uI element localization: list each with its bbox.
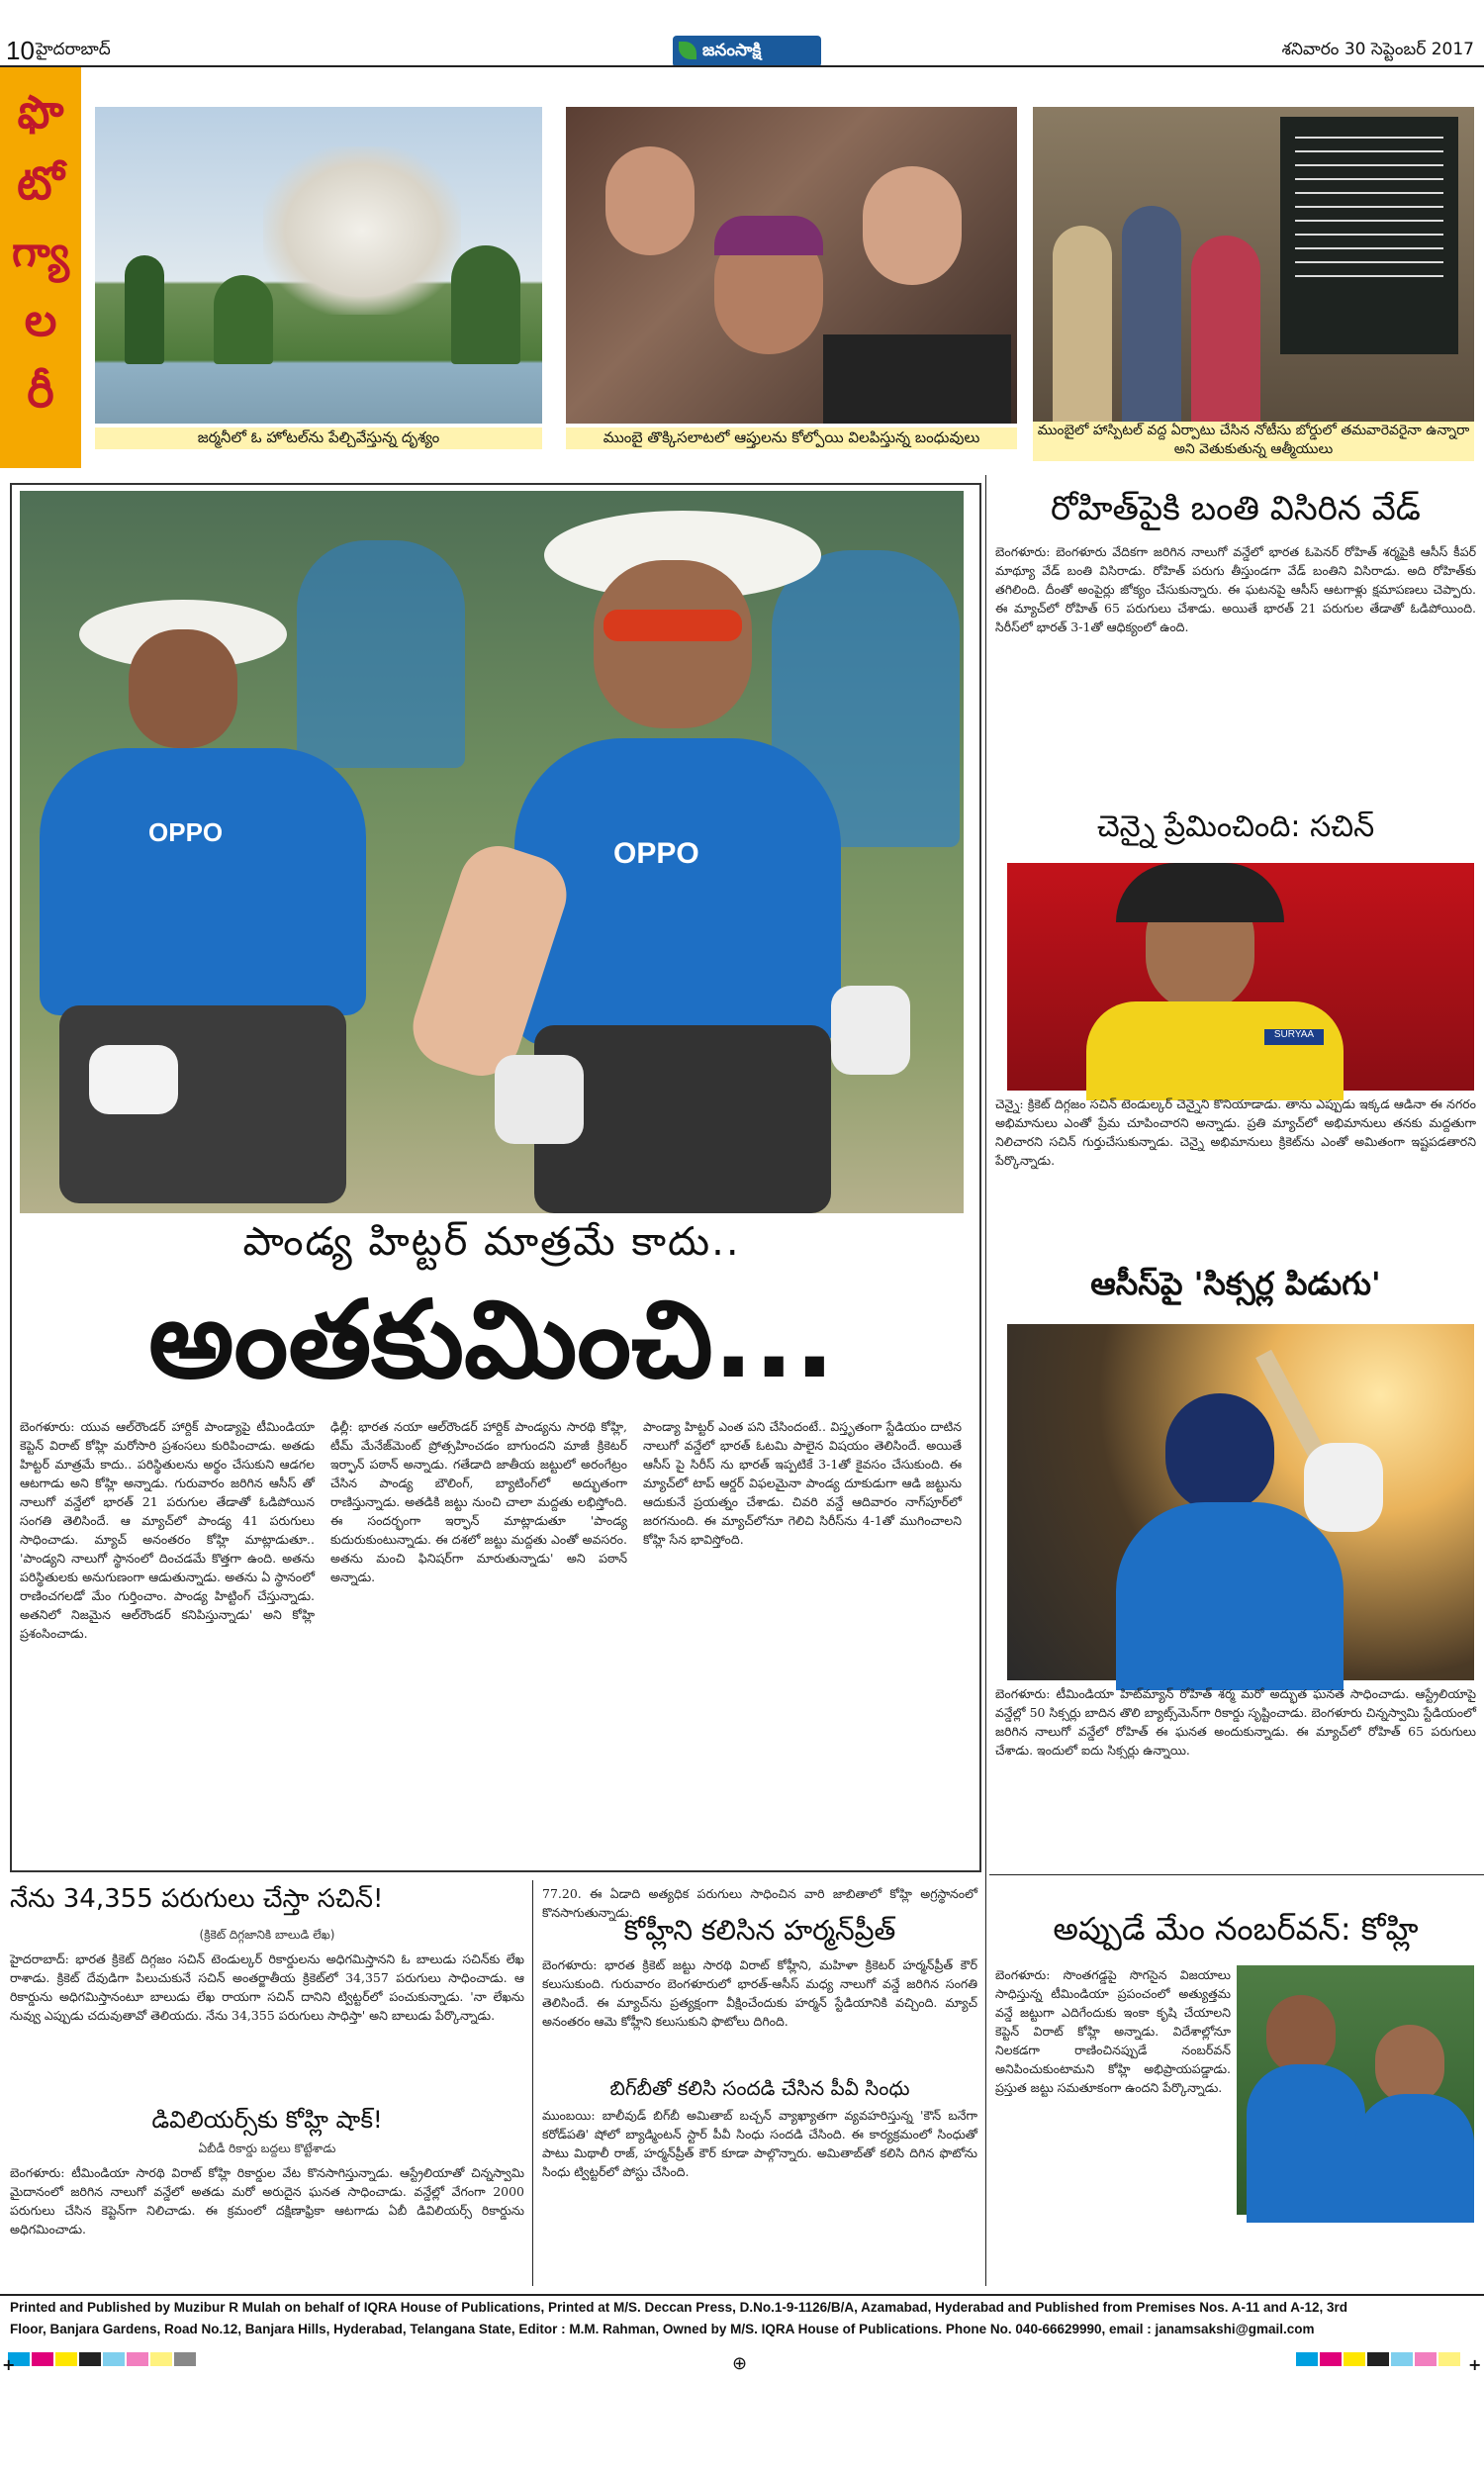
masthead-city: హైదరాబాద్ xyxy=(36,40,111,59)
sindhu-headline: బిగ్‌బీతో కలిసి సందడి చేసిన పీవీ సింధు xyxy=(609,2076,910,2100)
sindhu-body: ముంబయి: బాలీవుడ్ బిగ్‌బీ అమితాబ్ బచ్చన్ వ్యాఖ్యాతగా వ్యవహరిస్తున్న 'కౌన్ బనేగా కరోడ్‌పతి' షోలో బ్యాడ్మింటన్ స్టార్ పీవీ సింధు సందడి చేసింది. ఈ కార్యక్రమంలో సింధుతో పాటు మిథాలీ రాజ్, హర్మన్‌ప్రీత్ కౌర్ కూడా పాల్గొన్నారు. అమితాబ్‌తో కలిసి దిగిన ఫొటోను సింధు ట్విట్టర్‌లో పోస్టు చేసింది. xyxy=(542,2108,977,2179)
registration-mark-center-icon: ⊕ xyxy=(732,2353,748,2374)
gallery-caption-3: ముంబైలో హాస్పిటల్ వద్ద ఏర్పాటు చేసిన నోటీసు బోర్డులో తమవారెవరైనా ఉన్నారా అని వెతుకుతున్న ఆత్మీయులు xyxy=(1033,422,1474,461)
devilliers-body: బెంగళూరు: టీమిండియా సారథి విరాట్ కోహ్లి రికార్డుల వేట కొనసాగిస్తున్నాడు. ఆస్ట్రేలియాతో చిన్నస్వామి మైదానంలో జరిగిన నాలుగో వన్డేలో అతడు మరో అరుదైన ఘనత సాధించాడు. వన్డేల్లో వేగంగా 2000 పరుగులు చేసిన కెప్టెన్‌గా నిలిచాడు. ఈ క్రమంలో దక్షిణాఫ్రికా ఆటగాడు ఏబీ డివిలియర్స్ రికార్డును అధిగమించాడు. xyxy=(10,2165,524,2237)
gallery-label-3: గ్యా xyxy=(12,228,69,276)
sachin-letter-body: హైదరాబాద్: భారత క్రికెట్ దిగ్గజం సచిన్ టెండుల్కర్ రికార్డులను అధిగమిస్తానని ఓ బాలుడు సచిన్‌కు లేఖ రాశాడు. క్రికెట్ దేవుడిగా పిలుచుకునే సచిన్ అంతర్జాతీయ క్రికెట్‌లో 34,357 పరుగులు సాధించాడు. ఆ రికార్డును అధిగమిస్తానంటూ బాలుడు లేఖ రాయగా సచిన్ దానిని ట్విట్టర్‌లో పంచుకున్నాడు. 'నా లేఖను నువ్వు ఎప్పుడు చదువుతావో తెలియదు. నేను 34,355 పరుగులు సాధిస్తా' అని బాలుడు పేర్కొన్నాడు. xyxy=(10,1951,524,2023)
gallery-caption-1: జర్మనీలో ఓ హోటల్‌ను పేల్చివేస్తున్న దృశ్యం xyxy=(95,428,542,449)
brand-name: జనంసాక్షి xyxy=(702,41,762,60)
masthead-date: శనివారం 30 సెప్టెంబర్ 2017 xyxy=(1281,40,1474,59)
lead-column-3: పాండ్యా హిట్టర్ ఎంత పని చేసిందంటే.. విస్తృతంగా స్టేడియం దాటిన నాలుగో వన్డేలో భారత్ ఓటమి పాలైన విషయం తెలిసిందే. అయితే ఆసీస్ పై సిరీస్ ను భారత్ ఇప్పటికే 3-1తో కైవసం చేసుకుంది. ఈ మ్యాచ్‌లో టాప్ ఆర్డర్ విఫలమైనా పాండ్య దూకుడుగా ఆడి జట్టును ఆదుకునే ప్రయత్నం చేశాడు. చివరి వన్డే ఆదివారం నాగ్‌పూర్‌లో జరగనుంది. ఈ మ్యాచ్‌లోనూ గెలిచి సిరీస్‌ను 4-1తో ముగించాలని కోహ్లి సేన భావిస్తోంది. xyxy=(643,1419,962,1547)
brand-logo xyxy=(673,36,821,67)
harman-headline: కోహ్లీని కలిసిన హర్మన్‌ప్రీత్ xyxy=(623,1914,896,1947)
lead-column-2: ఢిల్లీ: భారత నయా ఆల్‌రౌండర్ హార్దిక్ పాండ్యను సారథి కోహ్లి, టీమ్ మేనేజ్‌మెంట్ ప్రోత్సహించడం బాగుందని మాజీ క్రికెటర్ ఇర్ఫాన్ పఠాన్ అన్నాడు. గతేడాది జాతీయ జట్టులో అరంగేట్రం చేసిన పాండ్య బౌలింగ్, బ్యాటింగ్‌లో అద్భుతంగా రాణిస్తున్నాడు. అతడికి జట్టు నుంచి చాలా మద్దతు లభిస్తోంది. ఈ సందర్భంగా ఇర్ఫాన్ మాట్లాడుతూ 'పాండ్య కుదురుకుంటున్నాడు. ఈ దశలో జట్టు మద్దతు ఎంతో అవసరం. అతను మంచి ఫినిషర్‌గా మారుతున్నాడు' అని పఠాన్ అన్నాడు. xyxy=(330,1419,627,1584)
gallery-photo-demolition xyxy=(95,107,542,424)
sixers-body: బెంగళూరు: టీమిండియా హిట్‌మ్యాన్ రోహిత్ శర్మ మరో అద్భుత ఘనత సాధించాడు. ఆస్ట్రేలియాపై వన్డేల్లో 50 సిక్సర్లు బాదిన తొలి బ్యాట్స్‌మెన్‌గా రికార్డు సృష్టించాడు. బెంగళూరు చిన్నస్వామి స్టేడియంలో జరిగిన నాలుగో వన్డేలో రోహిత్ ఈ ఘనత అందుకున్నాడు. ఈ మ్యాచ్‌లో రోహిత్ 65 పరుగులు చేశాడు. ఇందులో ఐదు సిక్సర్లు ఉన్నాయి. xyxy=(995,1686,1476,1758)
masthead-rule xyxy=(0,65,1484,67)
brand-leaf-icon xyxy=(679,42,696,59)
gallery-side-label xyxy=(0,67,81,468)
kohli-body: బెంగళూరు: సొంతగడ్డపై సొగసైన విజయాలు సాధిస్తున్న టీమిండియా ప్రపంచంలో అత్యుత్తమ వన్డే జట్టుగా ఎదిగేందుకు ఇంకా కృషి చేయాలని కెప్టెన్ విరాట్ కోహ్లి అన్నాడు. విదేశాల్లోనూ నిలకడగా రాణించినప్పుడే నంబర్‌వన్ అనిపించుకుంటామని కోహ్లి అభిప్రాయపడ్డాడు. ప్రస్తుత జట్టు సమతూకంగా ఉందని పేర్కొన్నాడు. xyxy=(995,1967,1231,2095)
rohit-headline: రోహిత్‌పైకి బంతి విసిరిన వేడ్ xyxy=(1051,489,1421,528)
devilliers-byline: ఏబీడీ రికార్డు బద్దలు కొట్టేశాడు xyxy=(198,2142,336,2155)
kohli-photo-celebration xyxy=(1237,1965,1474,2215)
gallery-label-5: రీ xyxy=(27,364,54,418)
sixers-photo-rohit xyxy=(1007,1324,1474,1680)
col-divider-2 xyxy=(985,475,986,2286)
chennai-headline: చెన్నై ప్రేమించింది: సచిన్ xyxy=(1096,809,1375,844)
sachin-letter-byline: (క్రికెట్ దిగ్గజానికి బాలుడి లేఖ) xyxy=(199,1928,335,1942)
sixers-headline: ఆసీస్‌పై 'సిక్సర్ల పిడుగు' xyxy=(1090,1265,1381,1302)
lead-headline: అంతకుమించి... xyxy=(148,1279,835,1402)
page-number: 10 xyxy=(6,36,35,65)
harman-intro: 77.20. ఈ ఏడాది అత్యధిక పరుగులు సాధించిన వారి జాబితాలో కోహ్లి అగ్రస్థానంలో కొనసాగుతున్నాడు. xyxy=(542,1886,977,1920)
lead-column-1: బెంగళూరు: యువ ఆల్‌రౌండర్ హార్దిక్ పాండ్యాపై టీమిండియా కెప్టెన్ విరాట్ కోహ్లి మరోసారి ప్రశంసలు కురిపించాడు. అతడు హిట్టర్ మాత్రమే కాదు.. పరిస్థితులను అర్థం చేసుకుని ఆడగల ఆటగాడు అని కోహ్లి అన్నాడు. గురువారం జరిగిన ఆసీస్ తో నాలుగో వన్డేలో భారత్ 21 పరుగుల తేడాతో ఓడిపోయిన సంగతి తెలిసిందే. ఆ మ్యాచ్‌లో పాండ్య 41 పరుగులు సాధించాడు. మ్యాచ్ అనంతరం కోహ్లి మాట్లాడుతూ.. 'పాండ్యని నాలుగో స్థానంలో దించడమే కొత్తగా ఉంది. అతను పరిస్థితులకు అనుగుణంగా ఆడుతున్నాడు. అతను ఏ స్థానంలో రాణించగలడో మేం గుర్తించాం. పాండ్య హిట్టింగ్ చేస్తున్నాడు. అతనిలో నిజమైన ఆల్‌రౌండర్ కనిపిస్తున్నాడు' అని కోహ్లి ప్రశంసించాడు. xyxy=(20,1419,315,1641)
chennai-photo-sachin: SURYAA xyxy=(1007,863,1474,1091)
footer-imprint-line-1: Printed and Published by Muzibur R Mulah on behalf of IQRA House of Publications, Printed at M/S. Deccan Press, D.No.1-9-1126/B/A, Azamabad, Hyderabad and Published from Premises Nos. A-11 and A-12, 3rd xyxy=(10,2300,1348,2315)
chennai-body: చెన్నై: క్రికెట్ దిగ్గజం సచిన్ టెండుల్కర్ చెన్నైని కొనియాడాడు. తాను ఎప్పుడు ఇక్కడ ఆడినా ఈ నగరం అభిమానులు ఎంతో ప్రేమ చూపించారని అన్నాడు. ప్రతి మ్యాచ్‌లో అభిమానులు తనకు మద్దతుగా నిలిచారని సచిన్ గుర్తుచేసుకున్నాడు. చెన్నై అభిమానులు క్రికెట్‌ను ఎంతో అమితంగా ఇష్టపడతారని పేర్కొన్నాడు. xyxy=(995,1096,1476,1168)
footer-rule xyxy=(0,2294,1484,2296)
gallery-label-1: ఫొ xyxy=(17,85,64,139)
masthead xyxy=(0,0,1484,67)
registration-mark-left-icon: + xyxy=(2,2355,16,2374)
print-color-bar-right xyxy=(1296,2351,1462,2370)
footer-imprint-line-2: Floor, Banjara Gardens, Road No.12, Banjara Hills, Hyderabad, Telangana State, Editor : M.M. Rahman, Owned by M/S. IQRA House of Publications. Phone No. 040-66629990, email : janamsakshi@gmail.com xyxy=(10,2322,1315,2336)
col-divider-1 xyxy=(532,1880,533,2286)
kohli-headline: అప్పుడే మేం నంబర్‌వన్: కోహ్లి xyxy=(1053,1910,1419,1948)
gallery-caption-2: ముంబై తొక్కిసలాటలో ఆప్తులను కోల్పోయి విలపిస్తున్న బంధువులు xyxy=(566,428,1017,449)
devilliers-headline: డివిలియర్స్‌కు కోహ్లి షాక్! xyxy=(151,2106,383,2134)
sachin-letter-headline: నేను 34,355 పరుగులు చేస్తా సచిన్! xyxy=(10,1884,384,1914)
gallery-label-2: టో xyxy=(17,156,64,210)
registration-mark-right-icon: + xyxy=(1468,2355,1482,2374)
gallery-photo-notice-board xyxy=(1033,107,1474,424)
lead-photo-kohli-pandya: OPPO OPPO xyxy=(20,491,964,1213)
gallery-label-4: ల xyxy=(24,293,57,346)
print-color-bar-left xyxy=(8,2351,198,2370)
rohit-body: బెంగళూరు: బెంగళూరు వేదికగా జరిగిన నాలుగో వన్డేలో భారత ఓపెనర్ రోహిత్ శర్మపైకి ఆసీస్ కీపర్ మాథ్యూ వేడ్ బంతి విసిరాడు. రోహిత్ పరుగు తీస్తుండగా వేడ్ బంతిని విసిరాడు. అది రోహిత్‌కు తగిలింది. దీంతో అంపైర్లు జోక్యం చేసుకున్నారు. ఈ ఘటనపై ఆసీస్ ఆటగాళ్లు క్షమాపణలు చెప్పారు. ఈ మ్యాచ్‌లో రోహిత్ 65 పరుగులు చేశాడు. అయితే భారత్ 21 పరుగుల తేడాతో ఓడిపోయింది. సిరీస్‌లో భారత్ 3-1తో ఆధిక్యంలో ఉంది. xyxy=(995,544,1476,634)
harman-body: బెంగళూరు: భారత క్రికెట్ జట్టు సారథి విరాట్ కోహ్లీని, మహిళా క్రికెటర్ హర్మన్‌ప్రీత్ కౌర్ కలుసుకుంది. గురువారం బెంగళూరులో భారత్-ఆసీస్ మధ్య నాలుగో వన్డే జరిగిన సంగతి తెలిసిందే. ఈ మ్యాచ్‌ను ప్రత్యక్షంగా వీక్షించేందుకు హర్మన్ స్టేడియానికి వచ్చింది. మ్యాచ్ అనంతరం ఆమె కోహ్లీని కలుసుకుని ఫొటోలు దిగింది. xyxy=(542,1957,977,2029)
right-col-rule xyxy=(989,1874,1484,1875)
gallery-photo-mourning xyxy=(566,107,1017,424)
lead-kicker: పాండ్య హిట్టర్ మాత్రమే కాదు.. xyxy=(242,1219,741,1265)
